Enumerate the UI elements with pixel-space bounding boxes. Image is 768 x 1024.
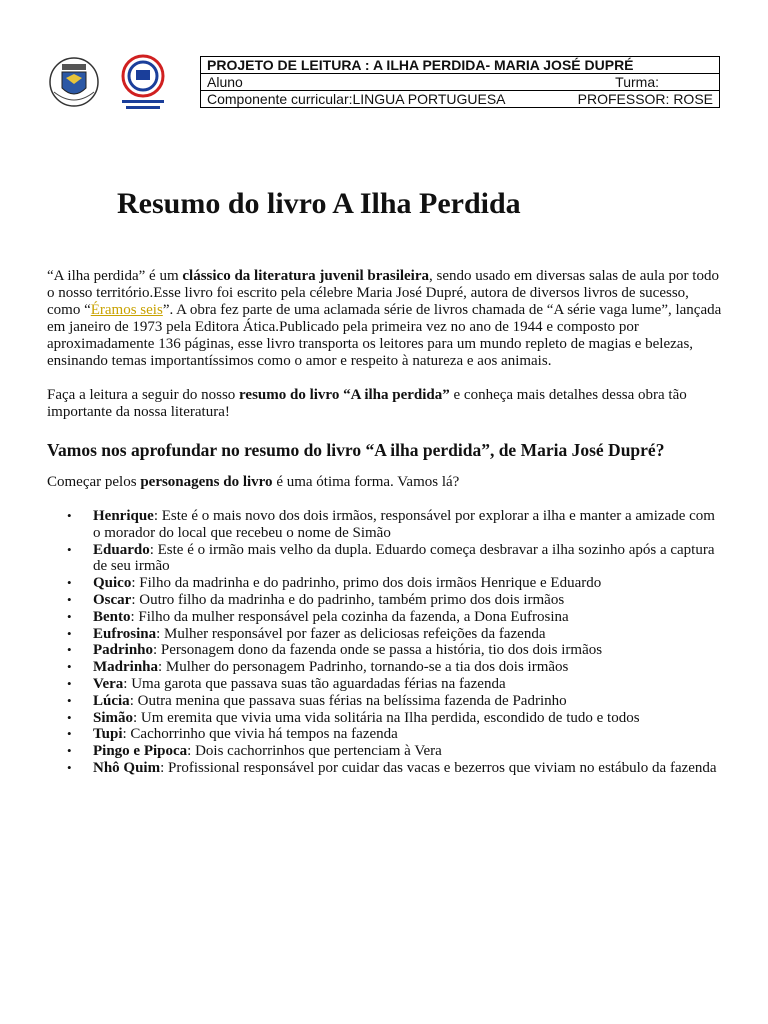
character-item xyxy=(47,626,722,643)
p3-text-2: é uma ótima forma. Vamos lá? xyxy=(272,474,460,490)
character-name: Eduardo xyxy=(93,541,150,558)
bullet-icon: • xyxy=(67,508,72,523)
character-name: Lúcia xyxy=(93,692,130,709)
character-description: : Um eremita que vivia uma vida solitária na Ilha perdida, escondido de tudo e todos xyxy=(133,709,640,726)
intro-text-1: “A ilha perdida” é um xyxy=(47,268,183,284)
p2-text-2: e conheça mais detalhes dessa obra tão importante da nossa literatura! xyxy=(47,387,687,420)
bullet-icon: • xyxy=(67,759,72,775)
character-item xyxy=(47,693,722,710)
character-name: Nhô Quim xyxy=(93,759,161,776)
intro-bold-1: clássico da literatura juvenil brasileira xyxy=(182,268,430,284)
bullet-icon: • xyxy=(67,659,72,675)
character-description: : Personagem dono da fazenda onde se passa a história, tio dos dois irmãos xyxy=(153,642,603,659)
intro-paragraph xyxy=(47,268,722,370)
character-item xyxy=(47,609,722,626)
bullet-icon: • xyxy=(67,709,72,725)
componente-label: Componente curricular:LINGUA PORTUGUESA xyxy=(207,91,506,107)
bullet-icon: • xyxy=(67,743,72,759)
bullet-icon: • xyxy=(67,541,72,557)
character-description: : Mulher do personagem Padrinho, tornando-se a tia dos dois irmãos xyxy=(158,659,569,676)
bullet-icon: • xyxy=(67,608,72,624)
character-name: Quico xyxy=(93,575,132,592)
bullet-icon: • xyxy=(67,692,72,708)
bullet-icon: • xyxy=(67,726,72,742)
character-item xyxy=(47,676,722,693)
bullet-icon: • xyxy=(67,642,72,658)
intro-text-2: , sendo usado em diversas salas de aula por todo o nosso território.Esse livro foi escrito pela célebre Maria José Dupré, autora de diversos livros de sucesso, como “ xyxy=(47,268,719,318)
character-name: Tupi xyxy=(93,726,123,743)
character-name: Henrique xyxy=(93,508,154,524)
character-description: : Profissional responsável por cuidar das vacas e bezerros que viviam no estábulo da fazenda xyxy=(160,759,717,776)
characters-intro xyxy=(47,474,722,491)
intro-text-3: ”. A obra fez parte de uma aclamada série de livros chamada de “A série vaga lume”, lançada em janeiro de 1973 pela Editora Ática.Publicado pela primeira vez no ano de 1944 e composto por aproximadamente 136 páginas, esse livro transporta os leitores para um mundo repleto de magias e belezas, ensinando temas importantíssimos como o amor e respeito à natureza e aos animais. xyxy=(47,302,722,369)
bullet-icon: • xyxy=(67,625,72,641)
character-description: : Este é o irmão mais velho da dupla. Eduardo começa desbravar a ilha sozinho após a captura de seu irmão xyxy=(93,541,715,575)
aluno-label: Aluno xyxy=(207,74,243,90)
character-item xyxy=(47,508,722,542)
character-name: Madrinha xyxy=(93,659,159,676)
p3-text-1: Começar pelos xyxy=(47,474,141,490)
character-name: Pingo e Pipoca xyxy=(93,743,188,760)
p2-text-1: Faça a leitura a seguir do nosso xyxy=(47,387,240,403)
character-item xyxy=(47,659,722,676)
character-description: : Filho da madrinha e do padrinho, primo dos dois irmãos Henrique e Eduardo xyxy=(131,575,602,592)
character-description: : Cachorrinho que vivia há tempos na fazenda xyxy=(122,726,398,743)
professor-label: PROFESSOR: ROSE xyxy=(577,91,713,107)
p2-bold-1: resumo do livro “A ilha perdida” xyxy=(239,387,450,403)
character-item xyxy=(47,743,722,760)
character-item xyxy=(47,575,722,592)
character-name: Eufrosina xyxy=(93,625,157,642)
turma-label: Turma: xyxy=(615,74,659,90)
bullet-icon: • xyxy=(67,575,72,591)
character-name: Padrinho xyxy=(93,642,154,659)
bullet-icon: • xyxy=(67,591,72,607)
character-item xyxy=(47,710,722,727)
character-description: : Filho da mulher responsável pela cozinha da fazenda, a Dona Eufrosina xyxy=(130,608,569,625)
character-description: : Outro filho da madrinha e do padrinho, também primo dos dois irmãos xyxy=(131,591,565,608)
character-description: : Uma garota que passava suas tão aguardadas férias na fazenda xyxy=(123,675,506,692)
character-item xyxy=(47,642,722,659)
section-heading: Vamos nos aprofundar no resumo do livro “A ilha perdida”, de Maria José Dupré? xyxy=(47,440,665,460)
eramos-seis-link[interactable]: Éramos seis xyxy=(90,302,163,318)
character-item xyxy=(47,542,722,576)
school-logo-icon xyxy=(112,50,174,114)
characters-list xyxy=(47,508,722,777)
component-row xyxy=(201,91,720,108)
reading-paragraph xyxy=(47,387,722,421)
document-title: Resumo do livro A Ilha Perdida xyxy=(117,187,521,220)
character-item xyxy=(47,592,722,609)
character-description: : Este é o mais novo dos dois irmãos, responsável por explorar a ilha e manter a amizade com o morador do local que recebeu o nome de Simão xyxy=(93,508,715,541)
character-description: : Mulher responsável por fazer as deliciosas refeições da fazenda xyxy=(156,625,546,642)
student-row xyxy=(201,74,720,91)
p3-bold-1: personagens do livro xyxy=(140,474,273,490)
bullet-icon: • xyxy=(67,675,72,691)
character-name: Vera xyxy=(93,675,124,692)
character-item xyxy=(47,760,722,777)
character-name: Oscar xyxy=(93,591,132,608)
character-name: Bento xyxy=(93,608,131,625)
project-title: PROJETO DE LEITURA : A ILHA PERDIDA- MARIA JOSÉ DUPRÉ xyxy=(201,57,720,74)
character-item xyxy=(47,726,722,743)
character-name: Simão xyxy=(93,709,134,726)
header-table xyxy=(200,56,720,108)
character-description: : Dois cachorrinhos que pertenciam à Vera xyxy=(187,743,442,760)
character-description: : Outra menina que passava suas férias na belíssima fazenda de Padrinho xyxy=(129,692,567,709)
